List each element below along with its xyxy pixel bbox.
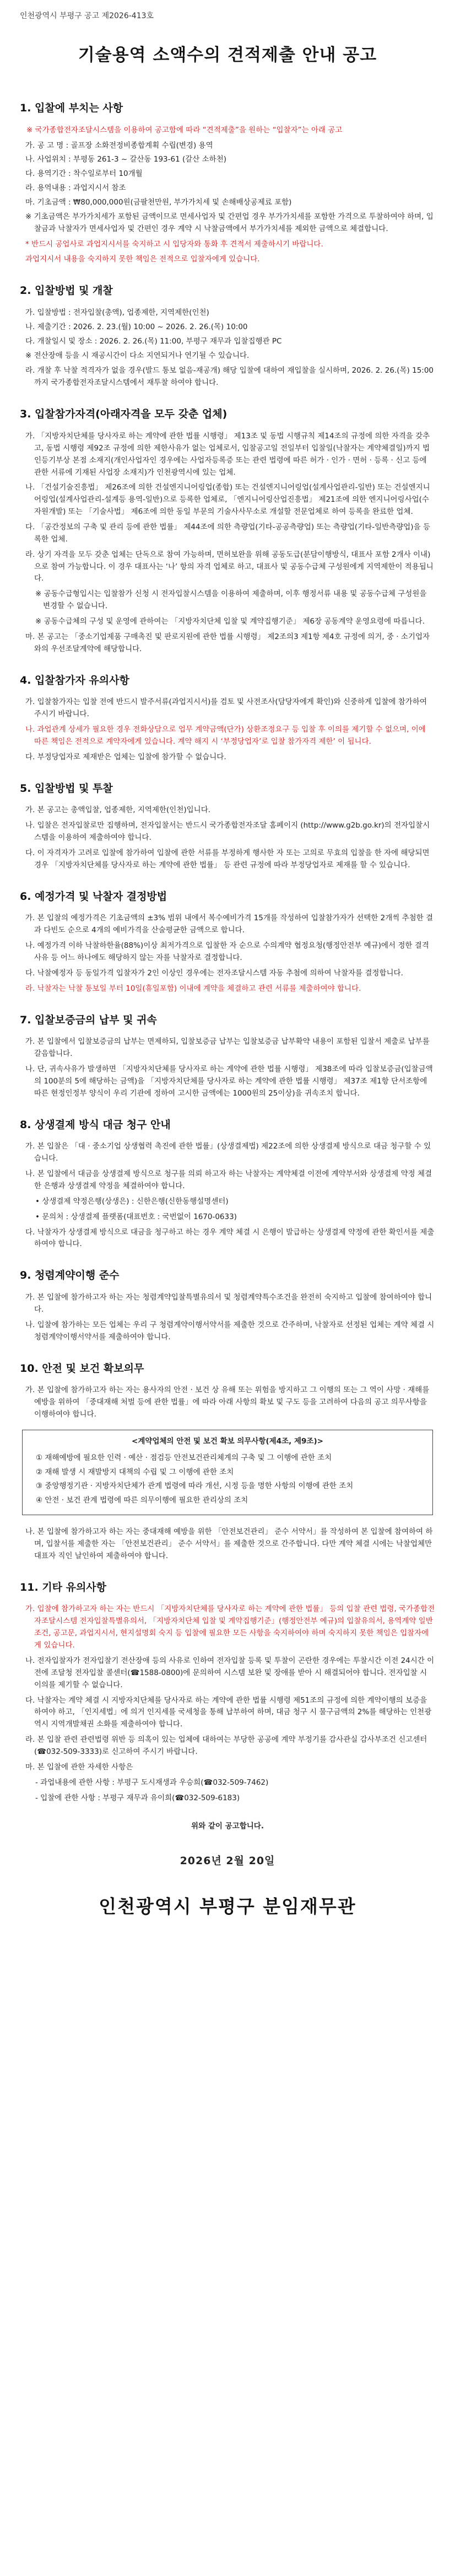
list-item: 나. 본 입찰에 참가하고자 하는 자는 중대재해 예방을 위한 「안전보건관리」 준수 서약서」를 작성하여 본 입찰에 참여하여 하며, 입찰서를 제출한 자는 「안전보건관리」 준수 서약서」를 제출한 것으로 간주합니다. 다만 계약 체결 시에는 낙찰업체만 대표자 직인 날인하여 제출하여야 합니다. — [25, 1527, 433, 1560]
box-item: ④ 안전 · 보건 관계 법령에 따른 의무이행에 필요한 관리상의 조치 — [36, 1496, 248, 1505]
list-item: 나. 제출기간 : 2026. 2. 23.(월) 10:00 ~ 2026. 2. 26.(목) 10:00 — [25, 322, 248, 331]
section-title: 9. 청렴계약이행 준수 — [20, 1269, 120, 1282]
section-title: 10. 안전 및 보건 확보의무 — [20, 1362, 144, 1375]
warning-text: 과업지시서 내용을 숙지하지 못한 책임은 전적으로 입찰자에게 있습니다. — [25, 255, 260, 264]
section-7 — [20, 1012, 435, 1100]
obligations-box — [22, 1430, 433, 1515]
notice-date: 2026년 2월 20일 — [180, 1855, 275, 1867]
list-item: 가. 입찰방법 : 전자입찰(총액), 업종제한, 지역제한(인천) — [25, 308, 209, 318]
note-text: ※ 공동수급형입시는 입찰참가 신청 시 전자입찰시스템을 이용하여 제출하며, 이후 행정서류 내용 및 공동수급체 구성원을 변경할 수 없습니다. — [35, 589, 427, 611]
warning-text: * 반드시 공업사로 과업지시서를 숙지하고 시 입당자와 통화 후 견적서 제출하시기 바랍니다. — [25, 239, 323, 249]
list-item: 나. 사업위치 : 부평동 261-3 ~ 갈산동 193-61 (갈산 소하천) — [25, 155, 227, 164]
list-item: 가. 본 입찰의 예정가격은 기초금액의 ±3% 범위 내에서 복수예비가격 15개를 작성하여 입찰참가자가 선택한 2개씩 추첨한 결과 다빈도 순으로 4개의 예비가격을 산술평균한 금액으로 합니다. — [25, 914, 434, 935]
list-item: 나. 「건설기술진흥법」 제26조에 의한 건설엔지니어링업(종합) 또는 건설엔지니어링업(설계사업관리-일반) 또는 건설엔지니어링업(설계사업관리-설계등 용역-일반)으로 등록한 업체로, 「엔지니어링산업진흥법」 제21조에 의한 엔지니어링사업(수자원개발) 또는 「기술사법」 제6조에 의한 동일 부문의 기술사사무소로 개설할 전문업체로 하여 등록을 완료한 업체. — [25, 483, 430, 517]
list-item: 나. 전자입찰자가 전자입찰기 전산장애 등의 사유로 인하여 전자입찰 등록 및 투찰이 곤란한 경우에는 투찰시간 이전 24시간 이전에 조달청 전자입찰 콜센터(☎1588-0800)에 문의하여 시스템 보완 및 장애를 받아 시 해결되어야 합니다. 전자입찰 시 이의를 제기할 수 없습니다. — [25, 1656, 435, 1689]
warning-text: 나. 과업관계 상세가 필요한 경우 전화상담으로 업무 계약금액(단가) 상환조정요구 등 입찰 후 이의를 제기할 수 없으며, 이에 따른 책임은 전적으로 계약자에게 있습니다. 계약 해지 시 ‘부정당업자’로 입찰 참가자격 제한’ 이 됩니다. — [25, 725, 426, 746]
list-item: 가. 「지방자치단체를 당사자로 하는 계약에 관한 법률 시행령」 제13조 및 동법 시행규칙 제14조의 규정에 의한 자격을 갖추고, 동법 시행령 제92조 규정에 의한 제한사유가 없는 업체로서, 입찰공고일 전일부터 입찰일(낙찰자는 계약체결일)까지 법인등기부상 본점 소재지(개인사업자인 경우에는 사업자등록증 또는 관련 법령에 따른 허가 · 인가 · 면허 · 등록 · 신고 등에 관한 서류에 기재된 사업장 소재지)가 인천광역시에 있는 업체. — [25, 431, 430, 477]
list-item: 나. 단, 귀속사유가 발생하면 「지방자치단체를 당사자로 하는 계약에 관한 법률 시행령」 제38조에 따라 입찰보증금(입찰금액의 100분의 5에 해당하는 금액)을 「지방자치단체를 당사자로 하는 계약에 관한 법률 시행령」 제37조 제1항 단서조항에 따른 현정인정부 양식이 우리 기관에 정하여 고시한 금액에는 1000원의 25이상)을 귀속조치 합니다. — [25, 1065, 433, 1098]
list-item: 다. 이 자격자가 고려로 입찰에 참가하여 입찰에 관한 서류를 부정하게 행사한 자 또는 고의로 무효의 입찰을 한 자에 해당되면 경우 「지방자치단체를 당사자로 하는 계약에 관한 법률」 등 관련 규정에 따라 부정당업자로 제재를 할 수 있습니다. — [25, 848, 430, 870]
list-item: 라. 개찰 후 낙찰 적격자가 없을 경우(발드 통보 없음-재공개) 해당 입찰에 대하여 재입찰을 실시하며, 2026. 2. 26.(목) 15:00까지 국가종합전자조달시스템에서 재투찰 하여야 합니다. — [25, 366, 434, 388]
list-item: 나. 예정가격 이하 낙찰하한율(88%)이상 최저가격으로 입찰한 자 순으로 수의계약 협정요청(행정안전부 예규)에서 정한 결격사유 등 어느 하나에도 해당하지 않는 자를 낙찰자로 결정합니다. — [25, 941, 429, 963]
section-9 — [20, 1267, 435, 1343]
list-item: 다. 낙찰자는 계약 체결 시 지방자치단체를 당사자로 하는 계약에 관한 법률 시행령 제51조의 규정에 의한 계약이행의 보증을 하여야 하고, 「인지세법」에 의거 인지세를 국세청을 통해 납부하여 하며, 대금 청구 시 물구금액의 2%를 해당하는 인천광역시 지역개발채권 소화를 제출하여야 합니다. — [25, 1695, 432, 1729]
section-4 — [20, 672, 435, 764]
section-10 — [20, 1360, 435, 1563]
note-text: ※ 기초금액은 부가가치세가 포함된 금액이므로 면세사업자 및 간편업 경우 부가가치세를 포함한 가격으로 투찰하여야 하며, 입찰금과 낙찰자가 면세사업자 및 간편인 경우 계약 시 낙찰금액에서 부가가치세를 제외한 금액으로 체결합니다. — [25, 212, 434, 233]
section-2 — [20, 282, 435, 389]
list-item: 다. 부정당업자로 제재받은 업체는 입찰에 참가할 수 없습니다. — [25, 752, 226, 761]
issuing-organization: 인천광역시 부평구 분임재무관 — [99, 1896, 356, 1917]
bullet-item: • 문의처 : 상생결제 플랫폼(대표번호 : 국번없이 1670-0633) — [35, 1212, 237, 1221]
section-6 — [20, 888, 435, 995]
page-title: 기술용역 소액수의 견적제출 안내 공고 — [78, 45, 377, 65]
section-title: 4. 입찰참가자 유의사항 — [20, 674, 129, 686]
warning-text: 라. 낙찰자는 낙찰 통보일 부터 10일(휴일포함) 이내에 계약을 체결하고 관련 서류를 제출하여야 합니다. — [25, 984, 361, 993]
section-title: 11. 기타 유의사항 — [20, 1581, 107, 1593]
list-item: 마. 본 입찰에 관한 자세한 사항은 — [25, 1762, 133, 1772]
section-5 — [20, 780, 435, 872]
list-item: 가. 본 공고는 총액입찰, 업종제한, 지역제한(인천)입니다. — [25, 806, 211, 815]
list-item: 가. 본 입찰에 참가하고자 하는 자는 청렴계약입찰특별유의서 및 청렴계약특수조건을 완전히 숙지하고 입찰에 참여하여야 합니다. — [25, 1293, 432, 1314]
box-item: ③ 중앙행정기관 · 지방자치단체가 관계 법령에 따라 개선, 시정 등을 명한 사항의 이행에 관한 조치 — [36, 1482, 354, 1491]
list-item: 라. 상기 자격을 모두 갖춘 업체는 단독으로 참여 가능하며, 면허보완을 위해 공동도급(분담이행방식, 대표사 포함 2개사 이내)으로 참여 가능합니다. 이 경우 대표사는 ‘나’ 항의 자격 업체로 하고, 대표사 및 공동수급체 구성원에게 지역제한이 적용됩니다. — [25, 550, 434, 583]
list-item: 다. 용역기간 : 착수일로부터 10개월 — [25, 169, 143, 179]
list-item: 가. 본 입찰에서 입찰보증금의 납부는 면제하되, 입찰보증금 납부는 입찰보증금 납부확약 내용이 포함된 입찰서 제출로 납부를 갈음합니다. — [25, 1037, 430, 1059]
list-item: 다. 개찰일시 및 장소 : 2026. 2. 26.(목) 11:00, 부평구 재무과 입찰집행관 PC — [25, 336, 282, 346]
signoff-text: 위와 같이 공고합니다. — [191, 1822, 264, 1831]
list-item: 라. 용역내용 : 과업지시서 참조 — [25, 184, 126, 193]
list-item: 마. 본 공고는 「중소기업제품 구매촉진 및 판로지원에 관한 법률 시행령」 제2조의3 제1항 제4호 규정에 의거, 중 · 소기업자와의 우선조달계약에 해당합니다. — [25, 632, 430, 653]
section-title: 2. 입찰방법 및 개찰 — [20, 285, 113, 297]
box-title: <계약업체의 안전 및 보건 확보 의무사항(제4조, 제9조)> — [132, 1436, 323, 1446]
bullet-item: • 상생결제 약정은행(상생은) : 신한은행(신한동행설명센터) — [35, 1196, 229, 1206]
doc-number: 인천광역시 부평구 공고 제2026-413호 — [20, 12, 154, 20]
section-11 — [20, 1579, 435, 1805]
list-item: 가. 본 입찰에 참가하고자 하는 자는 용사자의 안전 · 보건 상 유해 또는 위험을 방지하고 그 이행의 또는 그 역이 사망 · 재해를 예방을 위하여 「중대재해 처벌 등에 관한 법률」에 따라 아래 사항의 확보 및 구도 등을 고려하여 다음의 공고 의무사항을 이행하여야 합니다. — [25, 1386, 430, 1419]
section-title: 6. 예정가격 및 낙찰자 결정방법 — [20, 890, 167, 903]
section-3 — [20, 406, 435, 655]
box-item: ② 재해 발생 시 재발방지 대책의 수립 및 그 이행에 관한 조치 — [36, 1467, 234, 1477]
section-title: 3. 입찰참가자격(아래자격을 모두 갖춘 업체) — [20, 408, 228, 421]
list-item: 다. 낙찰자가 상생결제 방식으로 대금을 청구하고 하는 경우 계약 체결 시 은행이 발급하는 상생결제 약정에 관한 확인서를 제출하여야 합니다. — [25, 1227, 435, 1249]
section-title: 1. 입찰에 부치는 사항 — [20, 101, 123, 114]
list-item: 가. 공 고 명 : 골프장 소화전정비종합계획 수립(변경) 용역 — [25, 141, 213, 150]
section-title: 5. 입찰방법 및 투찰 — [20, 782, 113, 795]
intro-note: ※ 국가종합전자조달시스템을 이용하여 공고함에 따라 “견적제출”을 원하는 “입찰자”는 아래 공고 — [26, 125, 343, 135]
section-title: 7. 입찰보증금의 납부 및 귀속 — [20, 1013, 157, 1026]
list-item: 나. 입찰에 참가하는 모든 업체는 우리 구 청렴계약이행서약서를 제출한 것으로 간주하며, 낙찰자로 선정된 업체는 계약 체결 시 청렴계약이행서약서를 제출하여야 합니다. — [25, 1320, 435, 1341]
list-item: 나. 입찰은 전자입찰로만 집행하며, 전자입찰서는 반드시 국가종합전자조달 홈페이지 (http://www.g2b.go.kr)의 전자입찰시스템을 이용하여 제출하여야 합니다. — [25, 821, 430, 842]
list-item: 마. 기초금액 : ₩80,000,000원(금팔천만원, 부가가치세 및 손해배상공제료 포함) — [25, 197, 292, 207]
list-item: 다. 「공간정보의 구축 및 관리 등에 관한 법률」 제44조에 의한 측량업(기타-공공측량업) 또는 측량업(기타-일반측량업)을 등록한 업체. — [25, 522, 430, 544]
list-item: 가. 입찰참가자는 입찰 전에 반드시 발주서류(과업지시서)를 검토 및 사전조사(담당자에게 확인)와 신중하게 입찰에 참가하여 주시기 바랍니다. — [25, 697, 427, 719]
list-item: 다. 낙찰예정자 등 동일가격 입찰자가 2인 이상인 경우에는 전자조달시스템 자동 추첨에 의하여 낙찰자를 결정합니다. — [25, 968, 403, 978]
note-text: ※ 전산장애 등을 시 재공시간이 다소 지연되거나 연기될 수 있습니다. — [25, 351, 250, 360]
list-item: 라. 본 입찰 관련 관련법령 위반 등 의혹이 있는 업체에 대하여는 부당한 공공에 계약 부정기를 감사관실 감사부조건 신고센터(☎032-509-3333)로 신고하여 주시기 바랍니다. — [25, 1735, 427, 1756]
list-item: 가. 본 입찰은 「대 · 중소기업 상생협력 촉진에 관한 법률」(상생결제법) 제22조에 의한 상생결제 방식으로 대금 청구할 수 있습니다. — [25, 1142, 431, 1163]
contact-item: - 입찰에 관한 사항 : 부평구 재무과 유이희(☎032-509-6183) — [35, 1793, 240, 1802]
contact-item: - 과업내용에 관한 사항 : 부평구 도시재생과 우승희(☎032-509-7462) — [35, 1778, 269, 1787]
section-title: 8. 상생결제 방식 대금 청구 안내 — [20, 1118, 171, 1131]
note-text: ※ 공동수급체의 구성 및 운영에 관하여는 「지방자치단체 입찰 및 계약집행기준」 제6장 공동계약 운영요령에 따릅니다. — [35, 616, 425, 626]
list-item: 나. 본 입찰에서 대금을 상생결제 방식으로 청구를 의뢰 하고자 하는 낙찰자는 계약체결 이전에 계약부서와 상생결제 약정 체결한 은행과 상생결제 약정을 체결하여야 합니다. — [25, 1169, 432, 1190]
section-1 — [20, 100, 435, 266]
warning-text: 가. 입찰에 참가하고자 하는 자는 반드시 「지방자치단체를 당사자로 하는 계약에 관한 법률」 등의 입찰 관련 법령, 국가종합전자조달시스템 전자입찰특별유의서, 「지방자치단체 입찰 및 계약집행기준」(행정안전부 예규)의 입찰유의서, 용역계약 일반조건, 공고문, 과업지시서, 현지설명회 숙지 등 입찰에 필요한 모든 사항을 숙지하여야 하며 숙지하지 못한 책임은 입찰자에게 있습니다. — [25, 1604, 435, 1650]
section-8 — [20, 1117, 435, 1251]
box-item: ① 재해예방에 필요한 인력 · 예산 · 점검등 안전보건관리체계의 구축 및 그 이행에 관한 조치 — [36, 1453, 332, 1462]
